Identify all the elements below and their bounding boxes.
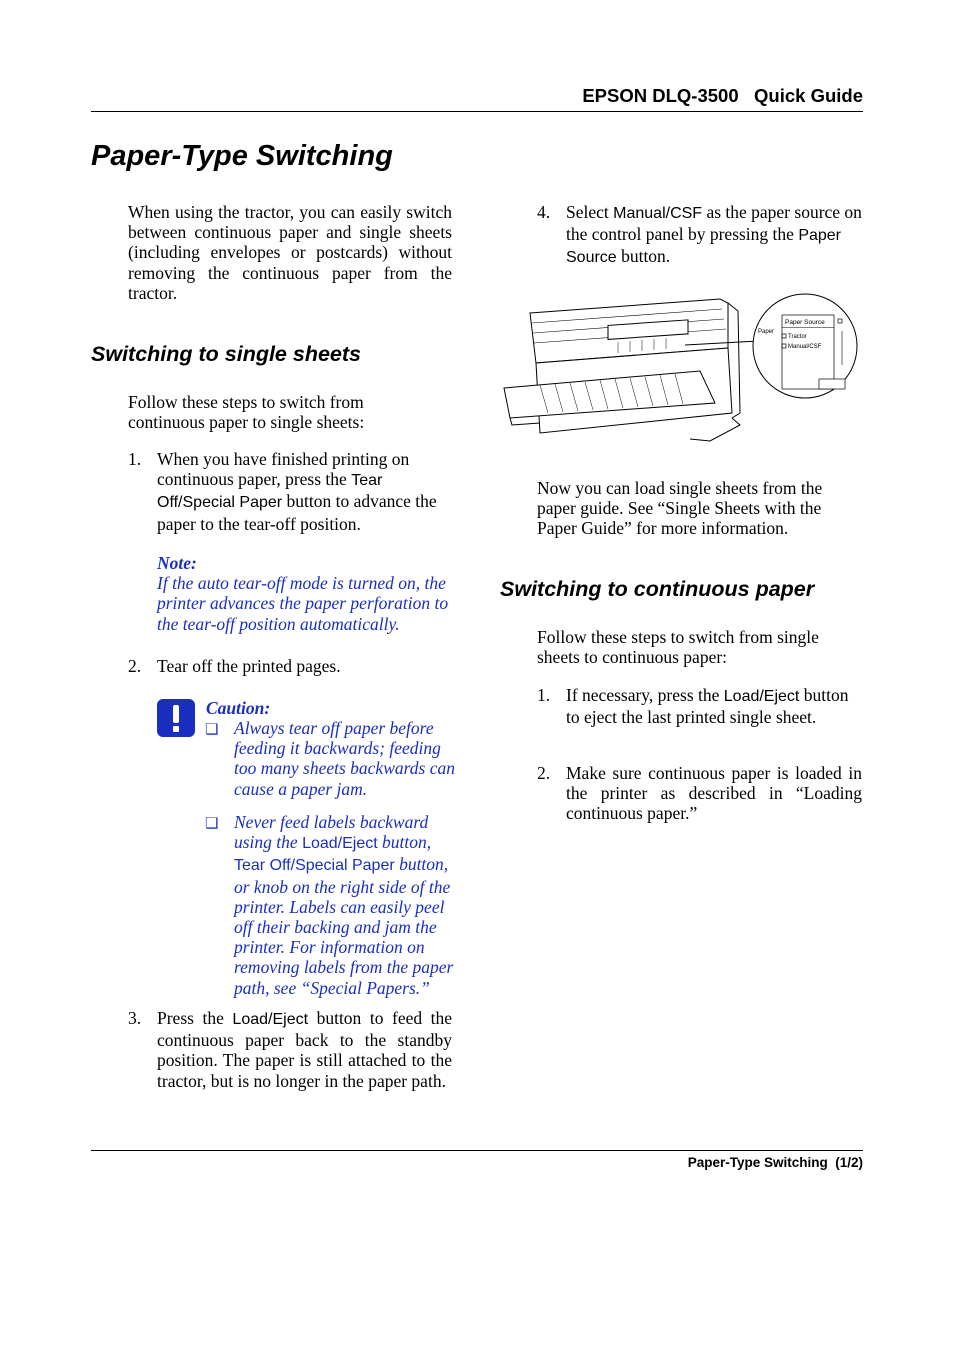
- step-number: 4.: [537, 202, 551, 222]
- panel-side-label: Paper: [758, 329, 775, 335]
- checkbox-bullet-icon: ❏: [205, 816, 219, 832]
- step-number: 2.: [537, 763, 551, 783]
- continuous-lead: Follow these steps to switch from single sheets to continuous paper:: [537, 627, 819, 668]
- single-step-3: Press the Load/Eject button to feed the continuous paper back to the standby position. The paper is still attached to the tractor, but is no longer in the paper path.: [157, 1008, 453, 1091]
- step-number: 1.: [128, 449, 142, 469]
- continuous-step-1: If necessary, press the Load/Eject button to eject the last printed single sheet.: [566, 685, 849, 728]
- caution-item-1: Always tear off paper before feeding it backwards; feeding too many sheets backwards can cause a paper jam.: [234, 718, 455, 799]
- step-number: 2.: [128, 656, 142, 676]
- caution-label: Caution:: [206, 698, 271, 718]
- running-header: EPSON DLQ-3500 Quick Guide: [582, 85, 863, 106]
- panel-option-manual-csf: Manual/CSF: [788, 344, 822, 350]
- note-text: If the auto tear-off mode is turned on, the printer advances the paper perforation to the tear-off position automatically.: [157, 573, 449, 634]
- single-step-1: When you have finished printing on continuous paper, press the Tear Off/Special Paper button to advance the paper to the tear-off position.: [157, 449, 437, 534]
- single-lead: Follow these steps to switch from continuous paper to single sheets:: [128, 392, 365, 433]
- after-figure-paragraph: Now you can load single sheets from the paper guide. See “Single Sheets with the Paper Guide” for more information.: [537, 478, 823, 539]
- checkbox-bullet-icon: ❏: [205, 722, 219, 738]
- page-footer: Paper-Type Switching (1/2): [687, 1155, 863, 1170]
- panel-option-tractor: Tractor: [788, 334, 807, 340]
- header-rule: [91, 111, 863, 112]
- caution-icon: [157, 699, 195, 737]
- step-number: 3.: [128, 1008, 142, 1028]
- footer-rule: [91, 1150, 863, 1151]
- intro-paragraph: When using the tractor, you can easily switch between continuous paper and single sheets (including envelopes or postcards) without removing the continuous paper from the tractor.: [128, 202, 452, 303]
- note-block: [157, 553, 455, 634]
- step-4: Select Manual/CSF as the paper source on the control panel by pressing the Paper Source button.: [566, 202, 862, 267]
- note-label: Note:: [157, 553, 197, 573]
- heading-single-sheets: Switching to single sheets: [91, 342, 361, 366]
- button-name: Tear Off/Special Paper: [157, 472, 383, 512]
- single-step-2: Tear off the printed pages.: [157, 656, 341, 676]
- step-number: 1.: [537, 685, 551, 705]
- panel-title: Paper Source: [785, 319, 825, 326]
- page-title: Paper-Type Switching: [91, 140, 393, 172]
- continuous-step-2: Make sure continuous paper is loaded in the printer as described in “Loading continuous paper.”: [566, 763, 862, 824]
- printer-illustration: [500, 293, 862, 443]
- caution-item-2: Never feed labels backward using the Load/Eject button, Tear Off/Special Paper button, or knob on the right side of the printer. Labels can easily peel off their backing and jam the printer. For information on removing labels from the paper path, see “Special Papers.”: [234, 812, 454, 998]
- heading-continuous-paper: Switching to continuous paper: [500, 577, 815, 601]
